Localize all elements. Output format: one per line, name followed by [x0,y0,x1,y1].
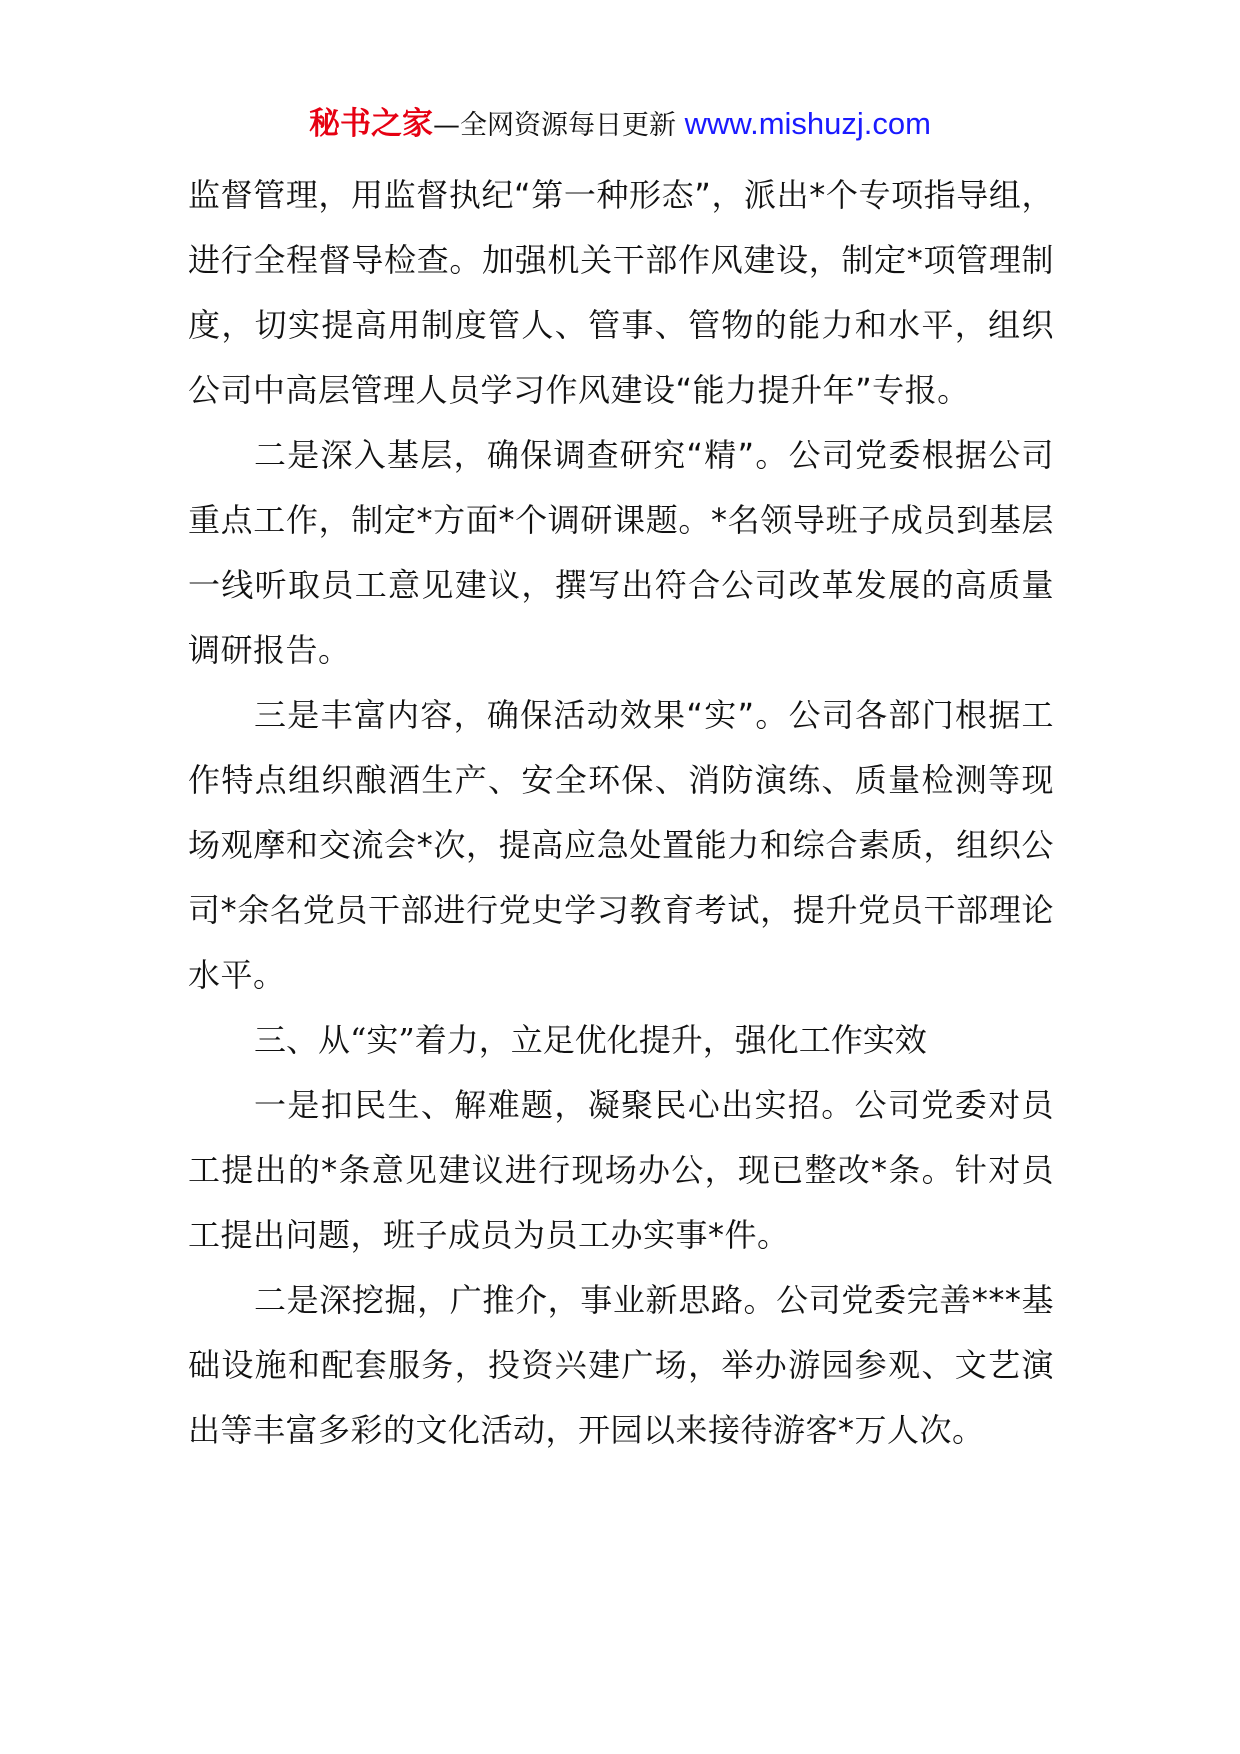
brand-name: 秘书之家 [309,106,434,142]
paragraph-activities: 三是丰富内容，确保活动效果“实”。公司各部门根据工作特点组织酿酒生产、安全环保、消防演练、质量检测等现场观摩和交流会*次，提高应急处置能力和综合素质，组织公司*余名党员干部进行党史学习教育考试，提升党员干部理论水平。 [188,696,1054,994]
paragraph-continued: 监督管理，用监督执纪“第一种形态”，派出*个专项指导组，进行全程督导检查。加强机关干部作风建设，制定*项管理制度，切实提高用制度管人、管事、管物的能力和水平，组织公司中高层管理人员学习作风建设“能力提升年”专报。 [188,176,1054,409]
paragraph-livelihood: 一是扣民生、解难题，凝聚民心出实招。公司党委对员工提出的*条意见建议进行现场办公，现已整改*条。针对员工提出问题，班子成员为员工办实事*件。 [188,1086,1054,1254]
header-tagline: —全网资源每日更新 [433,110,685,141]
paragraph-promotion: 二是深挖掘，广推介，事业新思路。公司党委完善***基础设施和配套服务，投资兴建广场，举办游园参观、文艺演出等丰富多彩的文化活动，开园以来接待游客*万人次。 [188,1281,1054,1449]
paragraph-research: 二是深入基层，确保调查研究“精”。公司党委根据公司重点工作，制定*方面*个调研课题。*名领导班子成员到基层一线听取员工意见建议，撰写出符合公司改革发展的高质量调研报告。 [188,436,1054,669]
header-url-link[interactable]: www.mishuzj.com [684,106,931,141]
document-body [188,163,1054,1463]
page-header [0,100,1240,150]
section-heading-3: 三、从“实”着力，立足优化提升，强化工作实效 [254,1021,927,1059]
